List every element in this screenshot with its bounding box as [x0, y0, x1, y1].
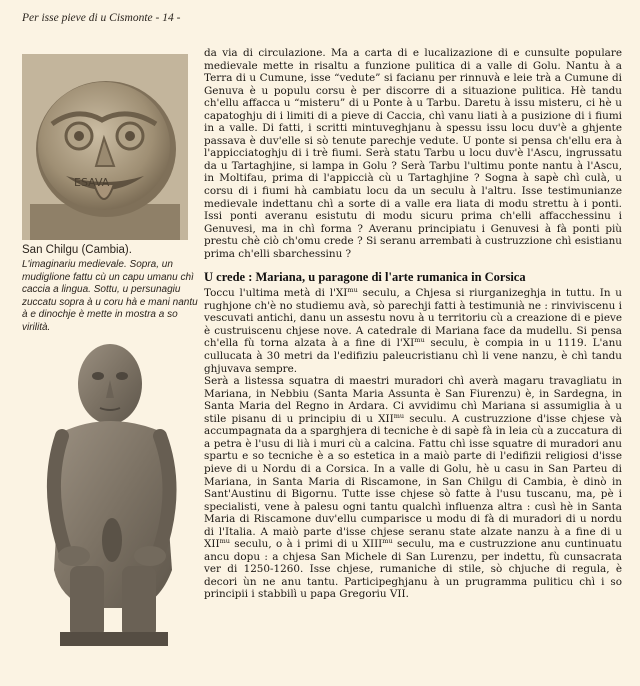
paragraph-2: Serà a listessa squatra di maestri muradori chì averà magaru travagliatu in Mariana, in Nebbiu (Santa Maria Assunta è San Fiurenzu) è, in Sardegna, in Santa Maria del Regno in Ardara. Ci avvidimu chì Mariana si assumiglia à u stile pisanu di u principiu di u $XII^{mu}$ seculu. A custruzzione d'isse chjese và accumpagnata da a sparghjera di tecniche è di sapè fà in leia cù a zuccatura di a petra è l'usu di lià i muri cù a calcina. Fattu chì isse squatre di muradori anu spartu e so tecniche è a so estetica in a maiò parte di l'edifizii religiosi d'isse pieve di u Nordu di a Corsica. In a valle di Golu, hè u casu in San Parteu di Mariana, in Santa Maria di Riscamone, in San Chilgu di Cambia, è dinò in Sant'Austinu di Bigornu. Tutte isse chjese sò fatte à l'usu tuscanu, ma, pè i specialisti, vene à palesu ogni tantu qualchì influenza altra : cusì hè in Santa Maria di Riscamone duv'ellu cumparisce u modu di fà di muradori di u nordu di l'Italia. A maiò parte d'isse chjese seranu state alzate nanzu à a fine di u $XII^{mu}$ seculu, o à i primi di u $XIII^{mu}$ seculu, ma e custruzzione anu cuntinuatu ancu dopu : a chjesa San Michele di San Lurenzu, per indettu, fù cunsacrata ver di 1250-1260. Isse chjese, rumaniche di stile, sò chjuche di regula, è decori ùn ne anu tantu. Participeghjanu à un prugramma puliticu chì i so principii i stabbilì u papa Gregoriu VII.	[204, 375, 622, 601]
figure-caption	[22, 244, 200, 335]
running-title: Per isse pieve di u Cismonte - 14 -	[22, 12, 181, 24]
section-title: U crede : Mariana, u paragone di l'arte rumanica in Corsica	[204, 270, 526, 285]
stone-mask-corbel-photo	[22, 54, 188, 240]
paragraph-1: Toccu l'ultima metà di $l'XI^{mu}$ seculu, a Chjesa si riurganizeghja in tuttu. In u rughjone ch'è no studiemu avà, sò parechji fatti à testimunià ne : rinviviscenu i vescuvati antichi, danu un assestu novu à u territoriu cù a creazione di e pieve è custruiscenu chjese nove. A catedrale di Mariana face da mudellu. Si pensa ch'ella fù torna alzata à a fine di $l'XI^{mu}$ seculu, è compia in u 1119. L'anu cullucata à 30 metri da l'edifiziu paleucristianu chì li vene nanzu, è chì tandu ghjuvava sempre.	[204, 286, 622, 375]
caption-title: San Chilgu (Cambia).	[22, 244, 132, 256]
stone-figure-statue-photo	[40, 340, 188, 648]
main-text-column	[204, 47, 622, 601]
intro-paragraph: da via di circulazione. Ma a carta di e lucalizazione di e cunsulte populare medievale mette in risaltu a funzione pulitica di a valle di Golu. Nantu à a Terra di u Cumune, isse “vedute” si facianu per rinnuvà e leie trà a Cumune di Genuva è u populu corsu è per discorre di a situazione pulitica. Hè tandu ch'ellu affacca u “misteru” di u Ponte à u Tarbu. Daretu à issu misteru, ci hè u capatoghju di i limiti di a pieve di Caccia, chì vanu liati à a pusizione di i fiumi in a valle. Di fatti, i scritti mintuveghjanu à spessu issu locu duv'è a ghjente passava è duv'elle si sò tenute parechje vedute. U ponte si pensa ch'ellu era à l'appicciatoghju di i trè fiumi. Serà statu Tarbu u locu duv'è l'Ascu, ingrussatu da u Tartaghjine, si lampa in Golu ? Serà Tarbu l'ultimu ponte nantu à l'Ascu, in Moltifau, prima di l'appiccià cù u Tartaghjine ? Sogna à sapè chì culà, u corsu di i fiumi hà cambiatu locu da un seculu à l'altru. Isse testimunianze medievale indettanu chì a sorte di a valle era liata di modu strettu à i ponti. Issi ponti averanu esistutu di modu sicuru prima ch'elli affacchessinu i Genuvesi, ma in chì forma ? Averanu principiatu i Genuvesi à fà ponti più prestu chè ciò ch'omu crede ? Si seranu arrembati à custruzzione chì esistianu prima ch'elli sbarchessinu ?	[204, 47, 622, 260]
relief-inscription: ESAVA	[74, 176, 110, 189]
caption-text: L'imaginariu medievale. Sopra, un mudiglione fattu cù un capu umanu chì caccia a lingua. Sottu, u persunagiu zuccatu sopra à u coru hà e mani nantu à e dinochje è mette in mostra a so virilità.	[22, 259, 198, 333]
